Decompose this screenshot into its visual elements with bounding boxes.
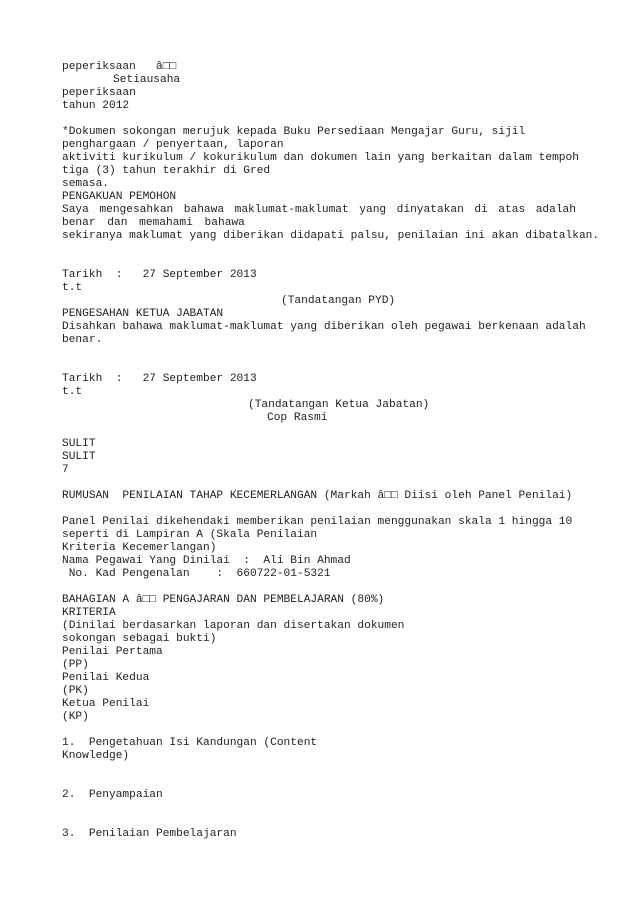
text-line: Ketua Penilai	[62, 698, 150, 710]
criteria-item: 1. Pengetahuan Isi Kandungan (Content	[62, 737, 318, 749]
text-line: Penilai Pertama	[62, 646, 163, 658]
text-line: Panel Penilai dikehendaki memberikan penilaian menggunakan skala 1 hingga 10	[62, 516, 573, 528]
employee-name: Nama Pegawai Yang Dinilai : Ali Bin Ahmad	[62, 555, 351, 567]
text-line: t.t	[62, 386, 83, 398]
section-heading: BAHAGIAN A â□□ PENGAJARAN DAN PEMBELAJARAN (80%)	[62, 594, 385, 606]
footnote-line: aktiviti kurikulum / kokurikulum dan dokumen lain yang berkaitan dalam tempoh	[62, 152, 579, 164]
text-line: seperti di Lampiran A (Skala Penilaian	[62, 529, 318, 541]
text-line: KRITERIA	[62, 607, 116, 619]
signature-label: (Tandatangan PYD)	[281, 295, 396, 307]
declaration-line: Saya mengesahkan bahawa maklumat-maklumat yang dinyatakan di atas adalah	[62, 204, 576, 216]
text-line: Penilai Kedua	[62, 672, 150, 684]
declaration-line: benar dan memahami bahawa	[62, 217, 245, 229]
footnote-line: semasa.	[62, 178, 109, 190]
id-number: No. Kad Pengenalan : 660722-01-5321	[62, 568, 331, 580]
text-line: (PK)	[62, 685, 89, 697]
text-line: benar.	[62, 334, 103, 346]
text-line: t.t	[62, 282, 83, 294]
date-line: Tarikh : 27 September 2013	[62, 269, 257, 281]
text-line: Setiausaha	[113, 74, 181, 86]
text-line: tahun 2012	[62, 100, 130, 112]
section-heading: RUMUSAN PENILAIAN TAHAP KECEMERLANGAN (Markah â□□ Diisi oleh Panel Penilai)	[62, 490, 573, 502]
criteria-item: 2. Penyampaian	[62, 789, 163, 801]
text-line: peperiksaan	[62, 87, 136, 99]
criteria-item: 3. Penilaian Pembelajaran	[62, 828, 237, 840]
classification-label: SULIT	[62, 451, 96, 463]
text-line: sokongan sebagai bukti)	[62, 633, 217, 645]
declaration-line: sekiranya maklumat yang diberikan didapati palsu, penilaian ini akan dibatalkan.	[62, 230, 600, 242]
text-line: (KP)	[62, 711, 89, 723]
signature-label: (Tandatangan Ketua Jabatan)	[248, 399, 430, 411]
footnote-line: *Dokumen sokongan merujuk kepada Buku Persediaan Mengajar Guru, sijil	[62, 126, 526, 138]
section-heading: PENGESAHAN KETUA JABATAN	[62, 308, 224, 320]
footnote-line: tiga (3) tahun terakhir di Gred	[62, 165, 271, 177]
text-line: (Dinilai berdasarkan laporan dan disertakan dokumen	[62, 620, 405, 632]
stamp-label: Cop Rasmi	[267, 412, 328, 424]
text-line: (PP)	[62, 659, 89, 671]
criteria-item: Knowledge)	[62, 750, 130, 762]
page-number: 7	[62, 464, 69, 476]
footnote-line: penghargaan / penyertaan, laporan	[62, 139, 284, 151]
text-line: Kriteria Kecemerlangan)	[62, 542, 217, 554]
classification-label: SULIT	[62, 438, 96, 450]
section-heading: PENGAKUAN PEMOHON	[62, 191, 177, 203]
text-line: Disahkan bahawa maklumat-maklumat yang diberikan oleh pegawai berkenaan adalah	[62, 321, 586, 333]
date-line: Tarikh : 27 September 2013	[62, 373, 257, 385]
text-line: peperiksaan â□□	[62, 61, 177, 73]
